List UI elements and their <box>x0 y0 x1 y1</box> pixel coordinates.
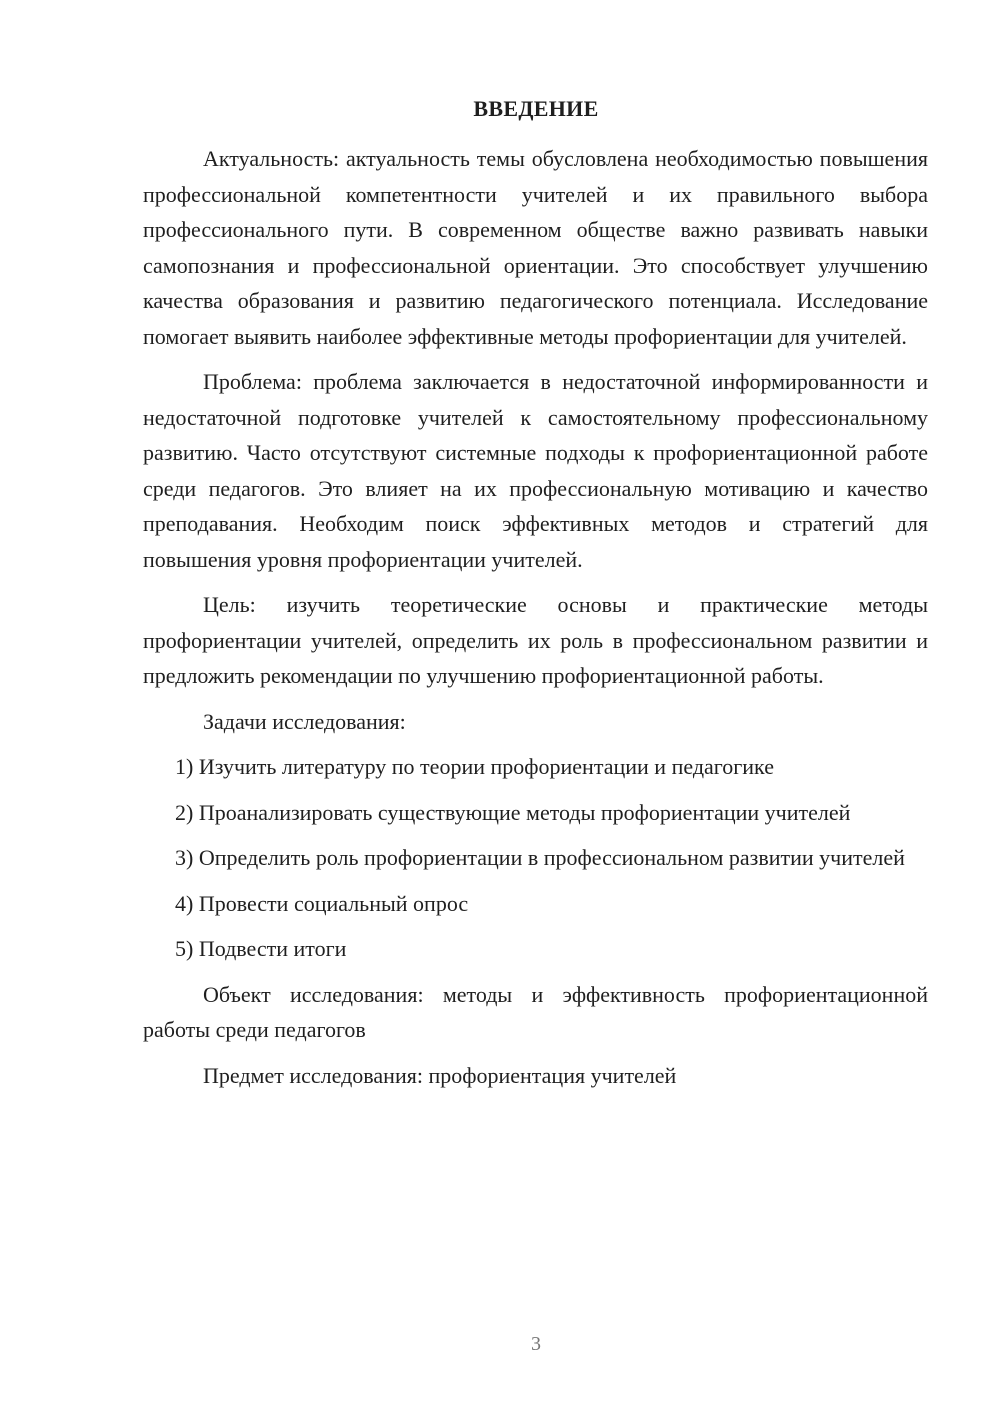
paragraph-subject: Предмет исследования: профориентация учителей <box>203 1062 677 1088</box>
page-number: 3 <box>531 1333 541 1355</box>
paragraph-object: Объект исследования: методы и эффективность профориентационной работы среди педагогов <box>143 981 928 1042</box>
paragraph-relevance: Актуальность: актуальность темы обусловлена необходимостью повышения профессиональной компетентности учителей и их правильного выбора профессионального пути. В современном обществе важно развивать навыки самопознания и профессиональной ориентации. Это способствует улучшению качества образования и развитию педагогического потенциала. Исследование помогает выявить наиболее эффективные методы профориентации для учителей. <box>143 146 928 349</box>
paragraph-problem: Проблема: проблема заключается в недостаточной информированности и недостаточной подготовке учителей к самостоятельному профессиональному развитию. Часто отсутствуют системные подходы к профориентационной работе среди педагогов. Это влияет на их профессиональную мотивацию и качество преподавания. Необходим поиск эффективных методов и стратегий для повышения уровня профориентации учителей. <box>143 369 928 572</box>
section-title: ВВЕДЕНИЕ <box>473 96 599 121</box>
document-body <box>143 141 928 1093</box>
paragraph-goal: Цель: изучить теоретические основы и практические методы профориентации учителей, определить их роль в профессиональном развитии и предложить рекомендации по улучшению профориентационной работы. <box>143 592 928 688</box>
task-item: 2) Проанализировать существующие методы профориентации учителей <box>175 799 851 825</box>
paragraph-tasks-heading: Задачи исследования: <box>203 708 406 734</box>
task-item: 5) Подвести итоги <box>175 936 347 961</box>
task-item: 1) Изучить литературу по теории профориентации и педагогике <box>175 754 774 779</box>
task-item: 4) Провести социальный опрос <box>175 890 469 916</box>
task-item: 3) Определить роль профориентации в профессиональном развитии учителей <box>175 845 905 870</box>
